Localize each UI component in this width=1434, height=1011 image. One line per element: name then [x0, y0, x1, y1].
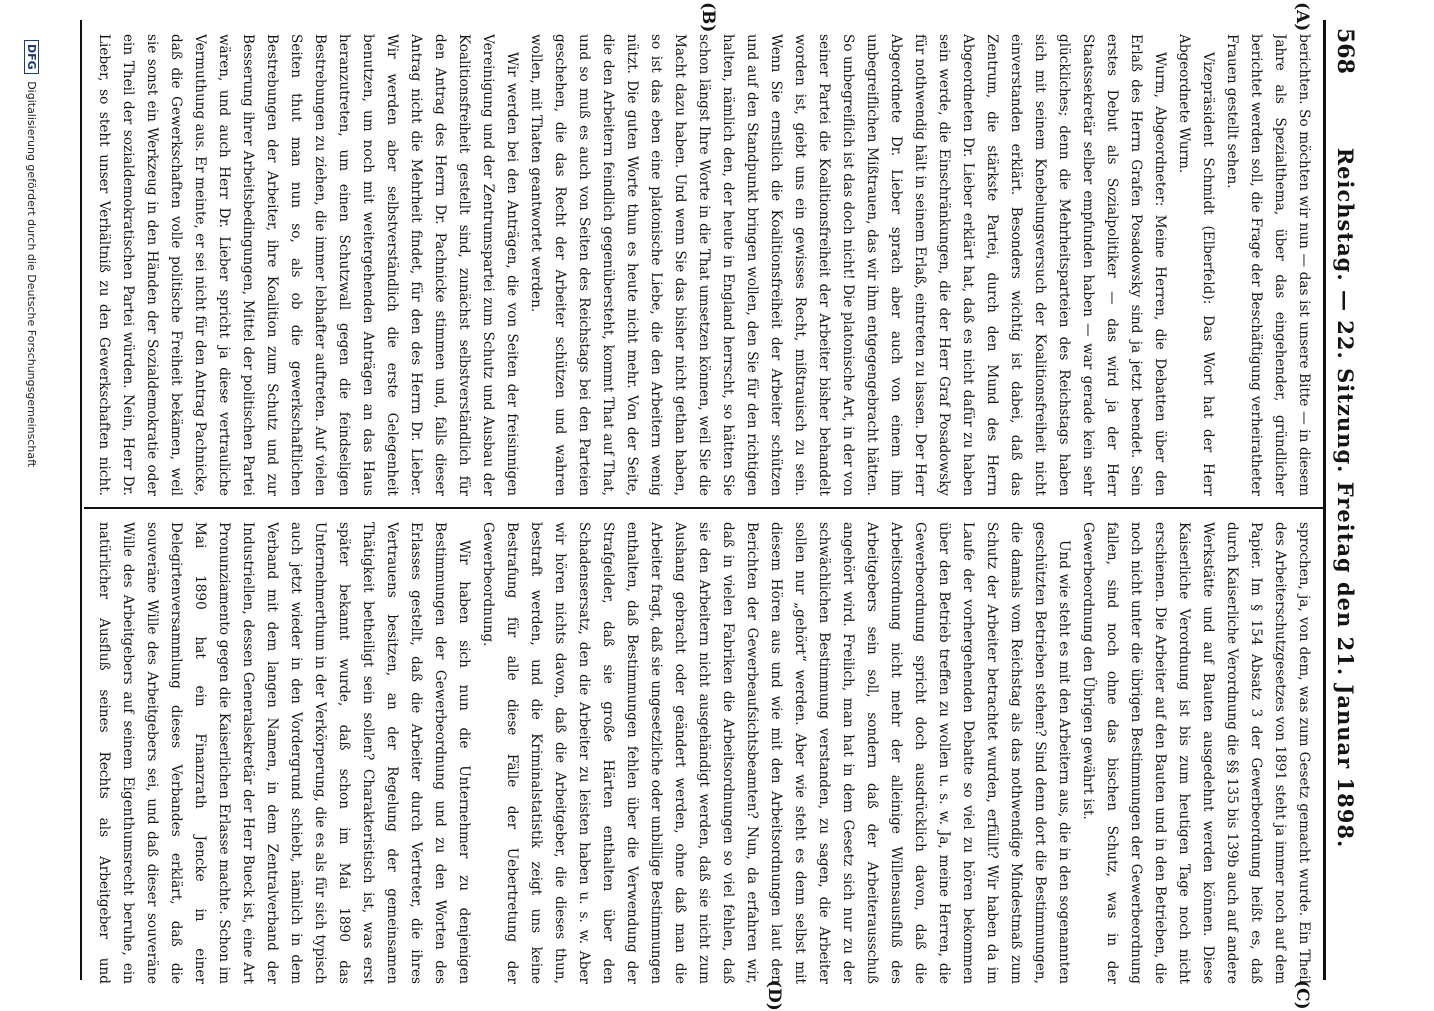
speech-paragraph: Wir werden bei den Anträgen, die von Seiten der freisinnigen Vereinigung und der Zentrumspartei zum Schutz und Ausbau der Koalitionsfreiheit gestellt sind, zunächst selbstverständlich für den Antrag des Herrn Dr. Pachnicke stimmen und, falls dieser Antrag nicht die Mehrheit findet, für den des Herrn Dr. Lieber. Wir werden aber selbstverständlich die erste Gelegenheit benutzen, um noch mit weitergehenden Anträgen an das Haus heranzutreten, um einen Schutzwall gegen die feindseligen Bestrebungen zu ziehen, die immer lebhafter auftreten. Auf vielen Seiten thut man nun so, als ob die gewerkschaftlichen Bestrebungen der Arbeiter, ihre Koalition zum Schutz und zur Besserung ihrer Arbeitsbedingungen, Mittel der politischen Partei wären, und auch Herr Dr. Lieber spricht ja diese vertrauliche Vermuthung aus. Er meinte, er sei nicht für den Antrag Pachnicke, daß die Gewerkschaften volle politische Freiheit bekämen, weil sie sonst ein Werkzeug in den Händen der Sozialdemokratie oder ein Theil der sozialdemokratischen Partei würden. Nein, Herr Dr. Lieber, so steht unser Verhältniß zu den Gewerkschaften nicht. [96, 34, 520, 496]
speech-paragraph: Wurm, Abgeordneter: Meine Herren, die Debatten über den Erlaß des Herrn Grafen Posadowsky sind ja jetzt beendet. Sein erstes Debut als Sozialpolitiker — das wird ja der Herr Staatssekretär selber empfunden haben — war gerade kein sehr glückliches; denn die Mehrheitsparteien des Reichstags haben sich mit seinem Knebelungsversuch der Koalitionsfreiheit nicht einverstanden erklärt. Besonders wichtig ist dabei, daß das Zentrum, die stärkste Partei, durch den Mund des Herrn Abgeordneten Dr. Lieber erklärt hat, daß es nicht dafür zu haben sein werde, die Einschränkungen, die der Herr Graf Posadowsky für nothwendig hält in seinem Erlaß, eintreten zu lassen. Der Herr Abgeordnete Dr. Lieber sprach aber auch von einem ihm unbegreiflichen Mißtrauen, das wir ihm entgegengebracht hätten. So unbegreiflich ist das doch nicht! Die platonische Art, in der von seiner Partei die Koalitionsfreiheit der Arbeiter bisher behandelt worden ist, giebt uns ein gewisses Recht, mißtrauisch zu sein. Wenn Sie ernstlich die Koalitionsfreiheit der Arbeiter schützen und auf den Standpunkt bringen wollen, den Sie für den richtigen halten, nämlich den, der heute in England herrscht, so hätten Sie schon längst Ihre Worte in die That umsetzen können, weil Sie die Macht dazu haben. Und wenn Sie das bisher nicht gethan haben, so ist das eben eine platonische Liebe, die den Arbeitern wenig nützt. Die guten Worte thun es heute nicht mehr. Von der Seite, die den Arbeitern feindlich gegenübersteht, kommt That auf That, und so muß es auch von Seiten des Reichstags bei den Parteien geschehen, die das Recht der Arbeiter schützen und wahren wollen, mit Thaten geantwortet werden. [528, 34, 1168, 496]
right-column [88, 522, 1316, 984]
column-divider [84, 507, 1324, 509]
margin-mark-d: (D) [764, 980, 784, 1011]
margin-mark-a: (A) [1292, 2, 1312, 32]
page-number: 568 [1332, 28, 1358, 74]
footer-rule [80, 20, 82, 980]
margin-mark-b: (B) [698, 2, 718, 33]
footer-text: Digitalisierung gefördert durch die Deutsche Forschungsgemeinschaft [25, 81, 38, 468]
header-rule [1323, 20, 1326, 980]
speech-paragraph: Wir haben sich nun die Unternehmer zu denjenigen Bestimmungen der Gewerbeordnung und zu den Worten des Erlasses gestellt, daß die Arbeiter durch Vertreter, die ihres Vertrauens besitzen, an der Regelung der gemeinsamen Thätigkeit betheiligt sein sollen? Charakteristisch ist, was erst später bekannt wurde, daß schon im Mai 1890 das Unternehmerthum in der Verkörperung, die es als für sich typisch auch jetzt wieder in den Vordergrund schiebt, nämlich in dem Verband mit dem langen Namen, in dem Zentralverband der Industriellen, dessen Generalsekretär der Herr Bueck ist, eine Art Pronunziamento gegen die Kaiserlichen Erlasse machte. Schon im Mai 1890 hat ein Finanzrath Jencke in einer Delegirtenversammlung dieses Verbandes erklärt, daß die souveräne Wille des Arbeitgebers sei, und daß dieser souveräne Wille des Arbeitgebers auf seinem Eigenthumsrecht beruhe, ein natürlicher Ausfluß seines Rechts als Arbeitgeber und [96, 522, 472, 984]
paragraph: berichten. So möchten wir nun — das ist unsere Bitte — in diesem Jahre als Spezialthema, über das eingehender, gründlicher berichtet werden soll, die Frage der Beschäftigung verheiratheter Frauen gestellt sehen. [1224, 34, 1312, 496]
speech-paragraph: sprochen, ja, von dem, was zum Gesetz gemacht wurde. Ein Theil des Arbeiterschutzgesetzes von 1891 steht ja immer noch auf dem Papier. Im § 154 Absatz 3 der Gewerbeordnung heißt es, daß durch Kaiserliche Verordnung die §§ 135 bis 139b auch auf andere Werkstätte und auf Bauten ausgedehnt werden können. Diese Kaiserliche Verordnung ist bis zum heutigen Tage noch nicht erschienen. Die Arbeiter auf den Bauten und in den Betrieben, die noch nicht unter die übrigen Bestimmungen der Gewerbeordnung fallen, sind noch ohne das bischen Schutz, was in der Gewerbeordnung den Übrigen gewährt ist. [1080, 522, 1312, 984]
digitization-footer [24, 40, 39, 970]
left-column [88, 34, 1316, 496]
speech-paragraph: Und wie steht es mit den Arbeitern aus, die in den sogenannten geschützten Betrieben stehen? Sind denn dort die Bestimmungen, die damals vom Reichstag als das nothwendige Mindestmaß zum Schutz der Arbeiter betrachtet wurden, erfüllt? Wir haben da im Laufe der vorhergehenden Debatte so viel zu hören bekommen über den Betrieb treffen zu wollen u. s. w. Ja, meine Herren, die Gewerbeordnung spricht doch ausdrücklich davon, daß die Arbeitsordnung nicht mehr der alleinige Willensausfluß des Arbeitgebers sein soll, sondern daß der Arbeiterausschuß angehört wird. Freilich, man hat in dem Gesetz sich nur zu der schwächlichen Bestimmung verstanden, zu sagen, die Arbeiter sollen nur „gehört“ werden. Aber wie steht es denn selbst mit diesem Hören aus und wie mit den Arbeitsordnungen laut den Berichten der Gewerbeaufsichtsbeamten? Nun, da erfahren wir, daß in vielen Fabriken die Arbeitsordnungen so viel fehlen, daß sie den Arbeitern nicht ausgehändigt werden, daß sie nicht zum Aushang gebracht oder geändert werden, ohne daß man die Arbeiter fragt, daß sie ungesetzliche oder unbillige Bestimmungen enthalten, daß Bestimmungen fehlen über die Verwendung der Strafgelder, daß sie große Härten enthalten über den Schadensersatz, den die Arbeiter zu leisten haben u. s. w. Aber wir hören nichts davon, daß die Arbeitgeber, die dieses thun, bestraft werden, und die Kriminalstatistik zeigt uns keine Bestrafung für alle diese Fälle der Uebertretung der Gewerbeordnung. [480, 522, 1072, 984]
running-title: Reichstag. — 22. Sitzung. Freitag den 21. Januar 1898. [1333, 147, 1358, 849]
page-header [1328, 28, 1362, 968]
margin-mark-c: (C) [1292, 980, 1312, 1010]
speaker-paragraph: Vizepräsident Schmidt (Elberfeld): Das Wort hat der Herr Abgeordnete Wurm. [1176, 34, 1216, 496]
dfg-logo: DFG [24, 40, 39, 74]
